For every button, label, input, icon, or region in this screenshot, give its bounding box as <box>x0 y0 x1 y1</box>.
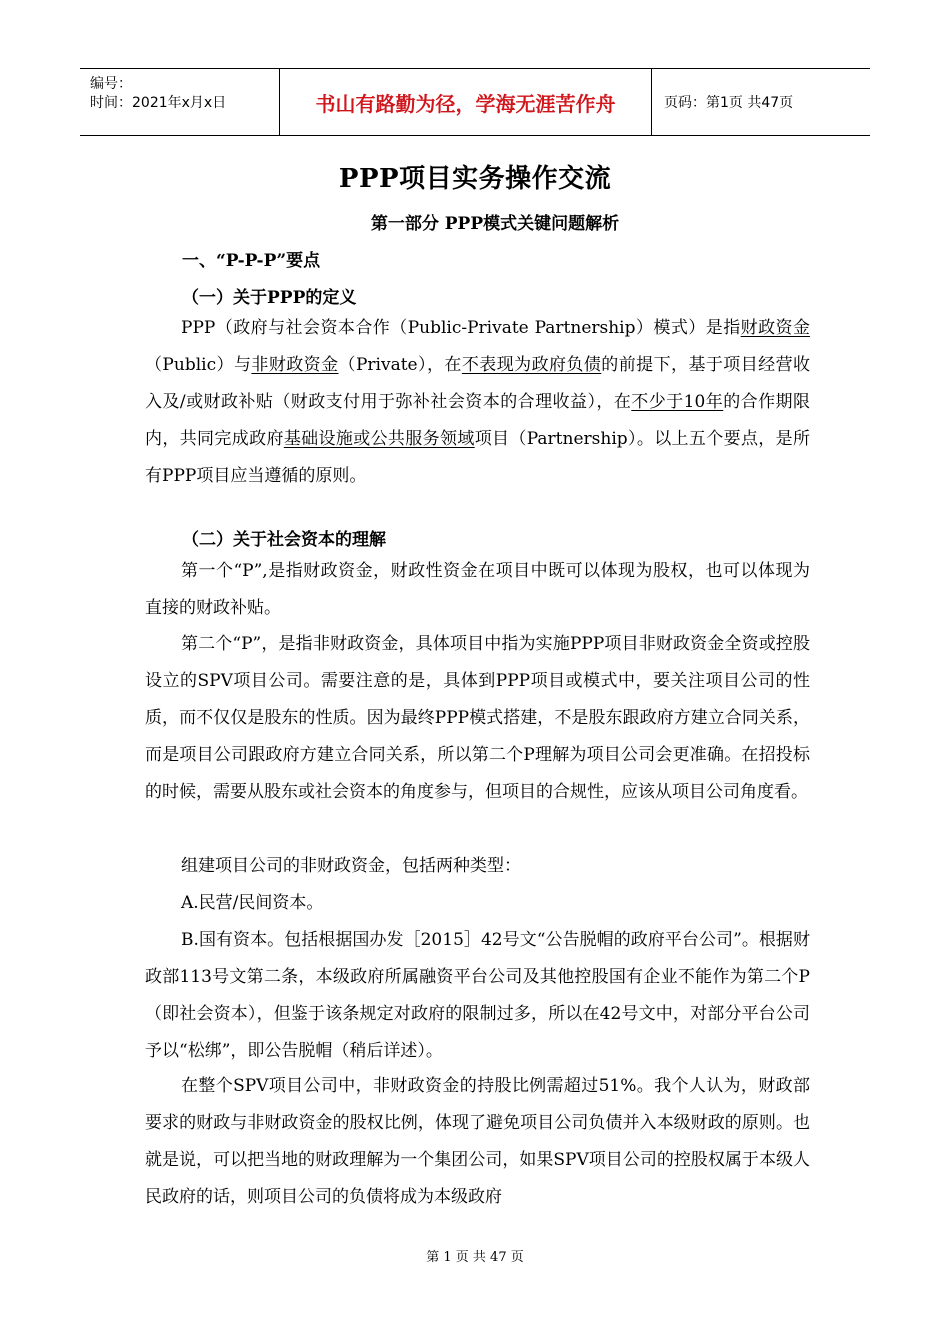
header-page-info: 页码：第1页 共47页 <box>664 95 794 111</box>
number-label: 编号： <box>90 76 132 92</box>
underlined-term: 非财政资金 <box>251 355 339 375</box>
paragraph: 第一个“P”,是指财政资金，财政性资金在项目中既可以体现为股权，也可以体现为直接的财政补贴。 <box>145 561 810 618</box>
time-label: 时间：2021年x月x日 <box>90 95 227 111</box>
paragraph: A.民营/民间资本。 <box>181 893 324 913</box>
underlined-term: 不少于10年 <box>631 392 724 412</box>
header-table <box>80 68 870 136</box>
text: （Private），在 <box>338 355 462 375</box>
subsection-heading-definition: （一）关于PPP的定义 <box>182 288 357 308</box>
text: PPP（政府与社会资本合作（Public-Private Partnership）模式）是指 <box>181 318 741 338</box>
header-meta <box>80 69 280 135</box>
text: （Public）与 <box>145 355 252 375</box>
paragraph: 第二个“P”，是指非财政资金，具体项目中指为实施PPP项目非财政资金全资或控股设立的SPV项目公司。需要注意的是，具体到PPP项目或模式中，要关注项目公司的性质，而不仅仅是股东的性质。因为最终PPP模式搭建，不是股东跟政府方建立合同关系，而是项目公司跟政府方建立合同关系，所以第二个P理解为项目公司会更准确。在招投标的时候，需要从股东或社会资本的角度参与，但项目的合规性，应该从项目公司角度看。 <box>145 634 810 802</box>
paragraph: 在整个SPV项目公司中，非财政资金的持股比例需超过51%。我个人认为，财政部要求的财政与非财政资金的股权比例，体现了避免项目公司负债并入本级财政的原则。也就是说，可以把当地的财政理解为一个集团公司，如果SPV项目公司的控股权属于本级人民政府的话，则项目公司的负债将成为本级政府 <box>145 1076 810 1207</box>
paragraph: 组建项目公司的非财政资金，包括两种类型： <box>181 856 521 876</box>
text: 的合作期限内，共同完成政府 <box>145 392 810 449</box>
document-title: PPP项目实务操作交流 <box>338 164 612 194</box>
text: 项目（Partnership）。以上五个要点，是所有PPP项目应当遵循的原则。 <box>145 429 811 486</box>
underlined-term: 不表现为政府负债 <box>461 355 602 375</box>
section-heading: 一、“P-P-P”要点 <box>182 251 321 271</box>
underlined-term: 基础设施或公共服务领域 <box>283 429 475 449</box>
part-title: 第一部分 PPP模式关键问题解析 <box>370 214 620 234</box>
text: 的前提下，基于项目经营收入及/或财政补贴（财政支付用于弥补社会资本的合理收益），在 <box>145 355 811 412</box>
page-footer: 第 1 页 共 47 页 <box>426 1250 524 1265</box>
subsection-heading-social-capital: （二）关于社会资本的理解 <box>182 530 386 550</box>
underlined-term: 财政资金 <box>740 318 810 338</box>
header-motto: 书山有路勤为径，学海无涯苦作舟 <box>280 69 652 135</box>
definition-paragraph <box>145 310 810 495</box>
paragraph: B.国有资本。包括根据国办发［2015］42号文“公告脱帽的政府平台公司”。根据财政部113号文第二条，本级政府所属融资平台公司及其他控股国有企业不能作为第二个P（即社会资本），但鉴于该条规定对政府的限制过多，所以在42号文中，对部分平台公司予以“松绑”，即公告脱帽（稍后详述）。 <box>145 930 810 1061</box>
